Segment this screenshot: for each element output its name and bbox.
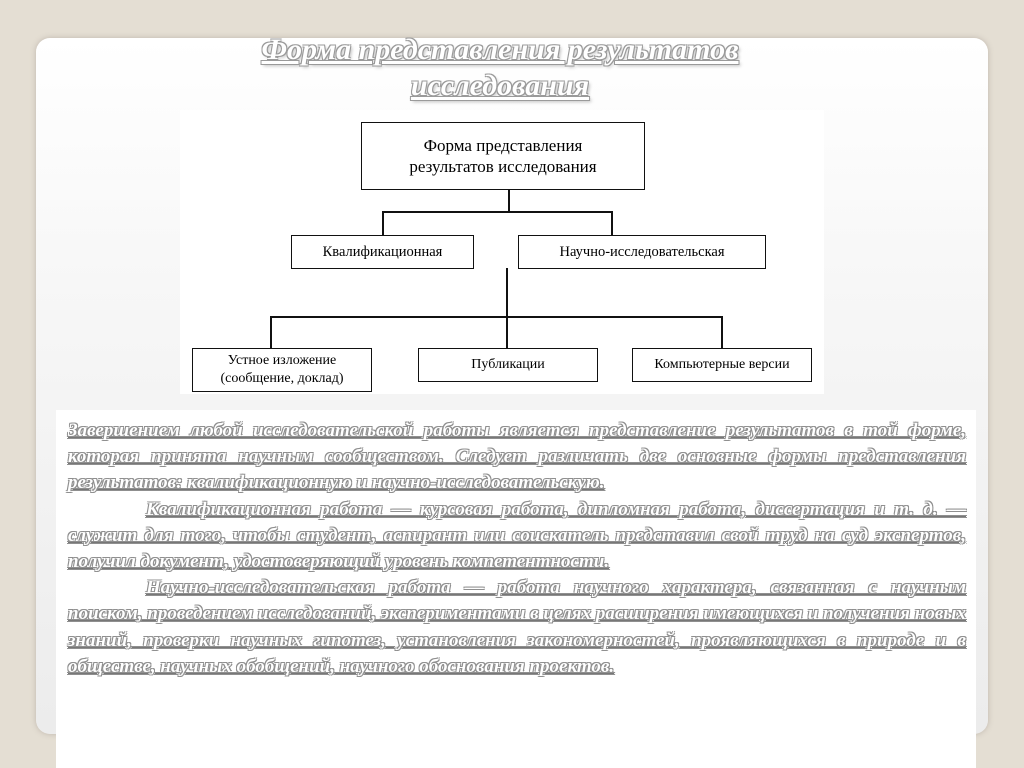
diagram-research-label: Научно-исследовательская: [559, 243, 725, 260]
connector-level1-right: [611, 211, 613, 235]
paragraph-qualification: Квалификационная работа — курсовая работа, дипломная работа, диссертация и т. д. — служит для того, чтобы студент, аспирант или соискатель представил свой труд на суд экспертов, получил документ, удостоверяющий уровень компетентности.: [68, 498, 966, 573]
diagram-root-label: Форма представления результатов исследования: [409, 136, 597, 176]
diagram-computer-box: [632, 348, 812, 382]
connector-level2-left: [270, 316, 272, 348]
connector-root-down: [508, 189, 510, 212]
connector-level2-bar: [270, 316, 722, 318]
diagram-oral-label: Устное изложение (сообщение, доклад): [220, 353, 344, 386]
connector-level1-bar: [382, 211, 612, 213]
diagram-qualification-label: Квалификационная: [322, 243, 443, 260]
diagram-research-box: [518, 235, 766, 269]
paragraph-research: Научно-исследовательская работа — работа научного характера, связанная с научным поиском, проведением исследований, экспериментами в целях расширения имеющихся и получения новых знаний, проверки научных гипотез, установления закономерностей, проявляющихся в природе и в обществе, научных обобщений, научного обоснования проектов.: [68, 577, 966, 677]
body-text: [68, 418, 966, 680]
connector-level2-middle: [506, 316, 508, 348]
diagram-panel: [180, 110, 824, 394]
diagram-oral-box: [192, 348, 372, 392]
paragraph-intro: Завершением любой исследовательской работы является представление результатов в той форме, которая принята научным сообществом. Следует различать две основные формы представления результатов: квалификационную и научно-исследовательскую.: [68, 420, 966, 494]
connector-mid-down: [506, 268, 508, 317]
slide-title: Форма представления результатов исследования: [261, 33, 739, 102]
diagram-qualification-box: [291, 235, 474, 269]
diagram-publications-box: [418, 348, 598, 382]
text-panel: [56, 410, 976, 768]
diagram-publications-label: Публикации: [471, 357, 545, 372]
diagram-root-box: [361, 122, 645, 190]
diagram-computer-label: Компьютерные версии: [654, 357, 790, 372]
connector-level1-left: [382, 211, 384, 235]
connector-level2-right: [721, 316, 723, 348]
